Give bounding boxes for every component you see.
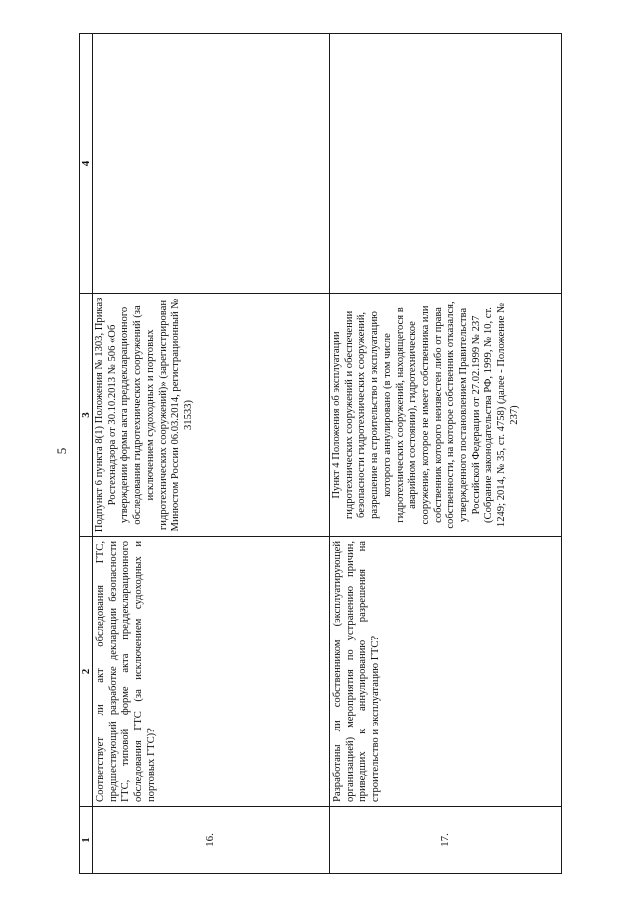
page-number: 5 bbox=[54, 447, 69, 455]
reference-cell: Подпункт 6 пункта 8(1) Положения № 1303, Приказ Ростехнадзора от 30.10.2013 № 506 «Об утверждении формы акта преддекларационного обследования гидротехнических сооружений (за исключением судоходных и портовых гидротехнических сооружений)» (зарегистрирован Минюстом России 06.03.2014, регистрационный № 31533) bbox=[93, 294, 330, 537]
table-row bbox=[93, 34, 330, 874]
header-col-1: 1 bbox=[80, 807, 93, 874]
rotated-table-wrapper bbox=[79, 34, 554, 874]
question-cell: Разработаны ли собственником (эксплуатирующей организацией) мероприятия по устранению причин, приведших к аннулированию разрешения на строительство и эксплуатацию ГТС? bbox=[330, 537, 562, 807]
table-row bbox=[330, 34, 562, 874]
note-cell bbox=[93, 34, 330, 294]
header-col-3: 3 bbox=[80, 294, 93, 537]
reference-cell: Пункт 4 Положения об эксплуатации гидротехнических сооружений и обеспечении безопасности гидротехнических сооружений, разрешение на строительство и эксплуатацию которого аннулировано (в том числе гидротехнических сооружений, находящегося в аварийном состоянии), гидротехническое сооружение, которое не имеет собственника или собственник которого неизвестен либо от права собственности, на которое собственник отказался, утвержденного постановлением Правительства Российской Федерации от 27.02.1999 № 237 (Собрание законодательства РФ, 1999, № 10, ст. 1249; 2014, № 35, ст. 4758) (далее - Положение № 237) bbox=[330, 294, 562, 537]
header-row bbox=[80, 34, 93, 874]
row-number: 17. bbox=[330, 807, 562, 874]
note-cell bbox=[330, 34, 562, 294]
header-col-4: 4 bbox=[80, 34, 93, 294]
row-number: 16. bbox=[93, 807, 330, 874]
question-cell: Соответствует ли акт обследования ГТС, предшествующий разработке декларации безопасности ГТС, типовой форме акта преддекларационного обследования ГТС (за исключением судоходных и портовых ГТС)? bbox=[93, 537, 330, 807]
header-col-2: 2 bbox=[80, 537, 93, 807]
checklist-table bbox=[79, 33, 562, 874]
